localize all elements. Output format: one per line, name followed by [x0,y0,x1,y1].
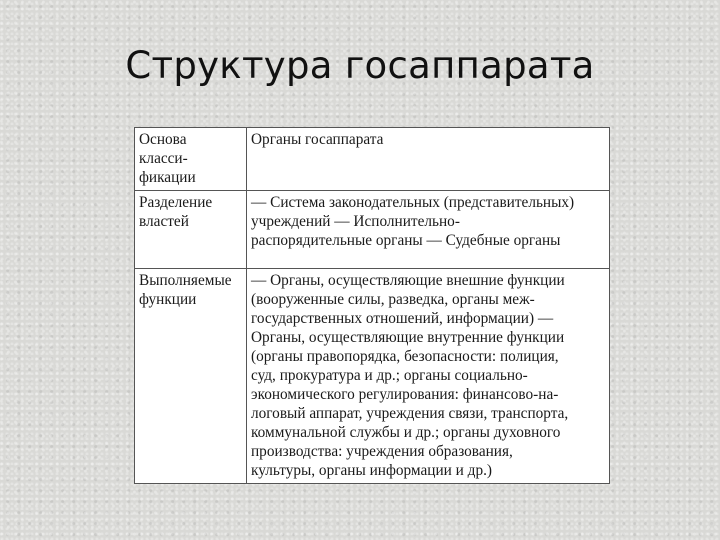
row-basis-text: Разделение властей [139,194,213,230]
row-basis-cell [135,191,247,269]
row-organs-cell [247,191,610,269]
header-organs-label: Органы госаппарата [251,131,384,148]
slide-title: Структура госаппарата [125,44,595,87]
table-row [135,269,610,484]
row-basis-text: Выполняемые функции [139,272,232,308]
classification-table [134,127,610,484]
row-basis-cell [135,269,247,484]
row-organs-text: — Органы, осуществляющие внешние функции (вооруженные силы, разведка, органы меж- государственных отношений, информации) — Органы, осуществляющие внутренние функции (органы правопорядка, безопасности: полиция, суд, прокуратура и др.; органы социально- экономического регулирования: финансово-на- логовый аппарат, учреждения связи, транспорта, коммунальной службы и др.; органы духовного производства: учреждения образования, культуры, органы информации и др.) [251,272,569,479]
header-cell-organs [247,128,610,191]
table-header-row [135,128,610,191]
row-organs-text: — Система законодательных (представительных) учреждений — Исполнительно- распорядительные органы — Судебные органы [251,194,575,249]
row-organs-cell [247,269,610,484]
header-basis-label: Основа класси- фикации [139,131,196,186]
header-cell-basis [135,128,247,191]
table-row [135,191,610,269]
